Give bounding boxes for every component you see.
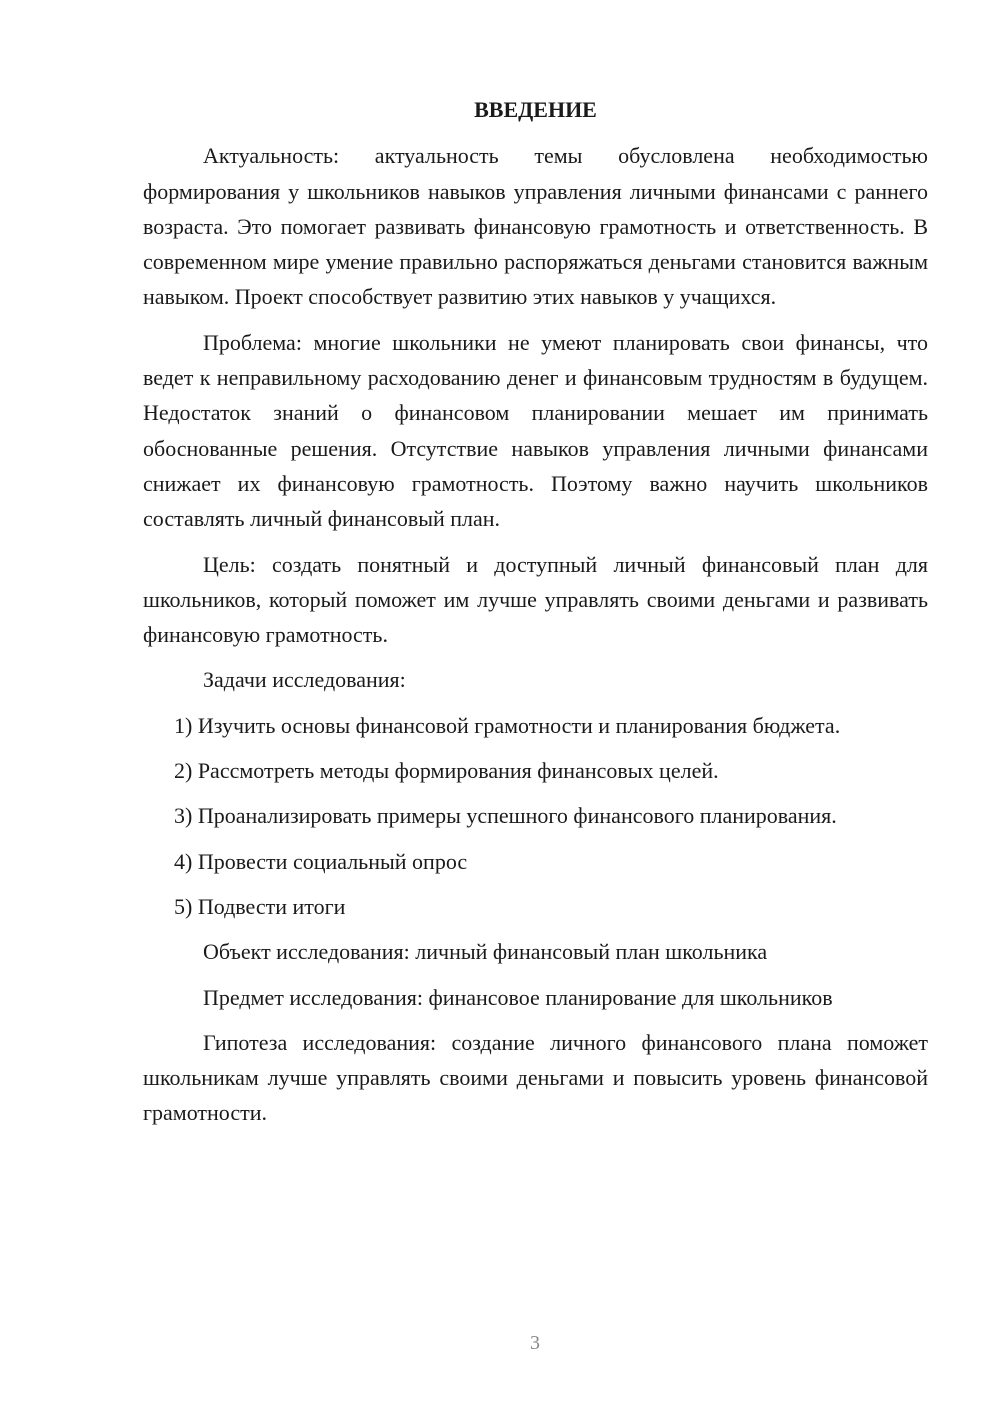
- paragraph-problem: Проблема: многие школьники не умеют планировать свои финансы, что ведет к неправильному расходованию денег и финансовым трудностям в будущем. Недостаток знаний о финансовом планировании мешает им принимать обоснованные решения. Отсутствие навыков управления личными финансами снижает их финансовую грамотность. Поэтому важно научить школьников составлять личный финансовый план.: [143, 329, 928, 532]
- page-number: 3: [530, 1332, 540, 1354]
- task-item: 2) Рассмотреть методы формирования финансовых целей.: [174, 758, 719, 784]
- document-page: [143, 92, 928, 1141]
- task-item: 1) Изучить основы финансовой грамотности и планирования бюджета.: [174, 712, 841, 738]
- task-item: 5) Подвести итоги: [174, 893, 346, 919]
- paragraph-goal: Цель: создать понятный и доступный личный финансовый план для школьников, который поможет им лучше управлять своими деньгами и развивать финансовую грамотность.: [143, 551, 928, 648]
- tasks-heading: Задачи исследования:: [203, 667, 406, 693]
- task-item: 3) Проанализировать примеры успешного финансового планирования.: [174, 803, 837, 829]
- page-title: ВВЕДЕНИЕ: [474, 97, 597, 122]
- paragraph-hypothesis: Гипотеза исследования: создание личного финансового плана поможет школьникам лучше управлять своими деньгами и повысить уровень финансовой грамотности.: [143, 1029, 928, 1126]
- paragraph-object: Объект исследования: личный финансовый план школьника: [203, 939, 768, 965]
- paragraph-subject: Предмет исследования: финансовое планирование для школьников: [203, 984, 833, 1010]
- paragraph-relevance: Актуальность: актуальность темы обусловлена необходимостью формирования у школьников навыков управления личными финансами с раннего возраста. Это помогает развивать финансовую грамотность и ответственность. В современном мире умение правильно распоряжаться деньгами становится важным навыком. Проект способствует развитию этих навыков у учащихся.: [143, 143, 928, 310]
- task-item: 4) Провести социальный опрос: [174, 848, 468, 874]
